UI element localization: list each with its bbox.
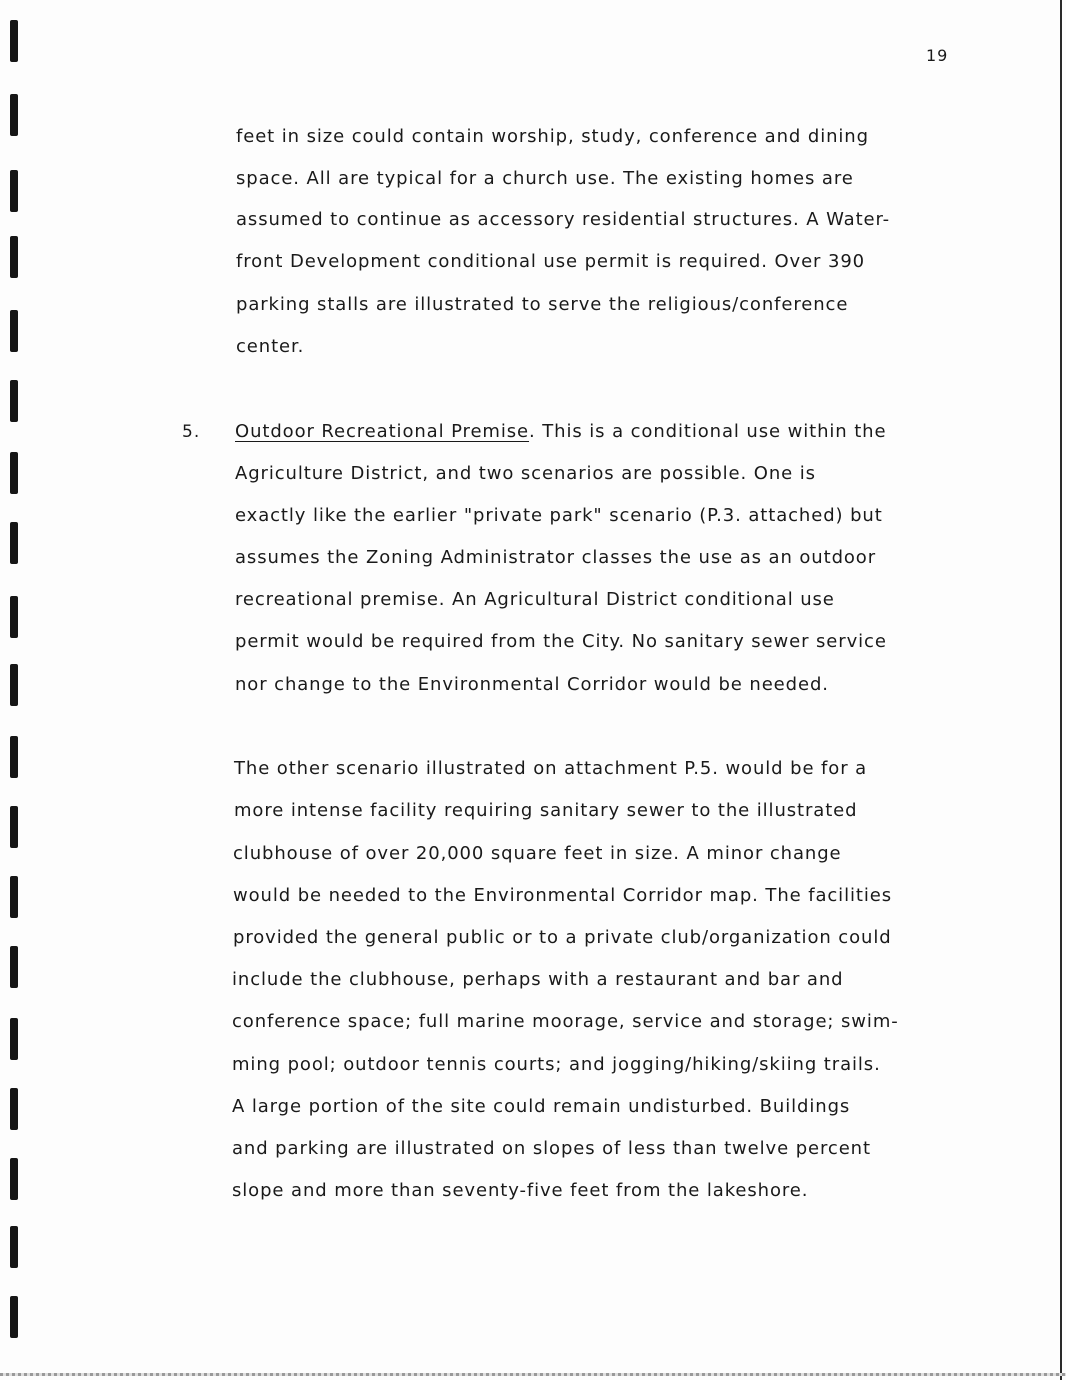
- binding-hole: [10, 310, 18, 352]
- binding-hole: [10, 1018, 18, 1060]
- text-line: exactly like the earlier "private park" scenario (P.3. attached) but: [235, 505, 883, 526]
- binding-hole: [10, 170, 18, 212]
- text-line: clubhouse of over 20,000 square feet in size. A minor change: [233, 843, 842, 864]
- binding-hole: [10, 664, 18, 706]
- binding-hole: [10, 236, 18, 278]
- text-line: The other scenario illustrated on attachment P.5. would be for a: [234, 758, 868, 779]
- page-number: 19: [926, 46, 949, 65]
- item-number: 5.: [182, 422, 201, 442]
- text-line: space. All are typical for a church use. The existing homes are: [236, 168, 854, 189]
- binding-hole: [10, 1296, 18, 1338]
- text-line: parking stalls are illustrated to serve the religious/conference: [236, 294, 849, 315]
- binding-holes: [6, 0, 28, 1380]
- binding-hole: [10, 596, 18, 638]
- binding-hole: [10, 1226, 18, 1268]
- text-line: and parking are illustrated on slopes of less than twelve percent: [232, 1138, 871, 1159]
- text-line: assumes the Zoning Administrator classes the use as an outdoor: [235, 547, 877, 568]
- text-line: include the clubhouse, perhaps with a restaurant and bar and: [232, 969, 844, 990]
- text-line: center.: [236, 336, 305, 357]
- item-heading: Outdoor Recreational Premise: [235, 421, 530, 442]
- text-line: more intense facility requiring sanitary sewer to the illustrated: [234, 800, 858, 821]
- binding-hole: [10, 806, 18, 848]
- page-right-edge: [1060, 0, 1062, 1380]
- item-first-line-rest: . This is a conditional use within the: [529, 421, 887, 442]
- binding-hole: [10, 1088, 18, 1130]
- text-line: feet in size could contain worship, study, conference and dining: [236, 126, 869, 147]
- text-line: A large portion of the site could remain undisturbed. Buildings: [232, 1096, 851, 1117]
- text-line: ming pool; outdoor tennis courts; and jogging/hiking/skiing trails.: [232, 1054, 881, 1075]
- text-line: Agriculture District, and two scenarios are possible. One is: [235, 463, 816, 484]
- binding-hole: [10, 522, 18, 564]
- text-line: conference space; full marine moorage, service and storage; swim-: [232, 1011, 899, 1032]
- text-line: front Development conditional use permit is required. Over 390: [236, 251, 866, 272]
- binding-hole: [10, 876, 18, 918]
- text-line: nor change to the Environmental Corridor would be needed.: [235, 674, 829, 695]
- text-line: permit would be required from the City. No sanitary sewer service: [235, 631, 887, 652]
- text-line: slope and more than seventy-five feet from the lakeshore.: [232, 1180, 809, 1201]
- binding-hole: [10, 1158, 18, 1200]
- page-bottom-edge: [0, 1373, 1066, 1376]
- binding-hole: [10, 20, 18, 62]
- binding-hole: [10, 94, 18, 136]
- binding-hole: [10, 380, 18, 422]
- binding-hole: [10, 736, 18, 778]
- item-first-line: [235, 421, 886, 443]
- text-line: provided the general public or to a private club/organization could: [233, 927, 892, 948]
- binding-hole: [10, 946, 18, 988]
- binding-hole: [10, 452, 18, 494]
- text-line: would be needed to the Environmental Corridor map. The facilities: [233, 885, 892, 906]
- text-line: recreational premise. An Agricultural District conditional use: [235, 589, 835, 610]
- text-line: assumed to continue as accessory residential structures. A Water-: [236, 209, 891, 230]
